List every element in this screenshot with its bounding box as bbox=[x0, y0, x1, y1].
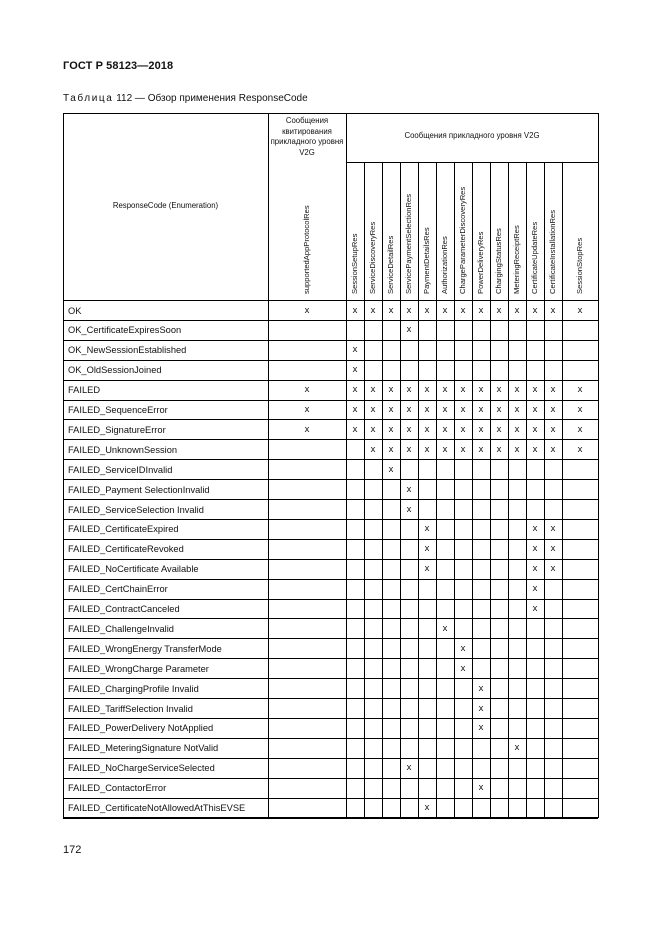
table-border-left bbox=[63, 113, 64, 817]
rc-column-header: ResponseCode (Enumeration) bbox=[112, 201, 219, 210]
applicability-mark: x bbox=[424, 802, 430, 813]
response-code-cell: FAILED_PowerDelivery NotApplied bbox=[68, 723, 214, 734]
applicability-mark: x bbox=[577, 304, 583, 316]
applicability-mark: x bbox=[406, 423, 412, 435]
applicability-mark: x bbox=[442, 423, 448, 435]
ack-messages-header: Сообщения квитирования прикладного уровня V2G bbox=[270, 116, 344, 157]
applicability-mark: x bbox=[514, 742, 520, 754]
applicability-mark: x bbox=[388, 443, 394, 455]
response-code-cell: FAILED_CertificateNotAllowedAtThisEVSE bbox=[68, 803, 246, 813]
response-code-cell: FAILED_SequenceError bbox=[68, 405, 168, 415]
applicability-mark: x bbox=[532, 583, 538, 595]
response-code-cell: FAILED_MeteringSignature NotValid bbox=[68, 743, 219, 754]
response-code-cell: FAILED_WrongCharge Parameter bbox=[68, 663, 209, 674]
applicability-mark: x bbox=[478, 404, 484, 415]
applicability-mark: x bbox=[550, 304, 556, 316]
applicability-mark: x bbox=[577, 423, 583, 435]
applicability-mark: x bbox=[532, 543, 538, 555]
applicability-mark: x bbox=[370, 404, 376, 415]
applicability-mark: x bbox=[532, 603, 538, 614]
page-header: ГОСТ Р 58123—2018 bbox=[63, 60, 174, 72]
applicability-mark: x bbox=[532, 523, 538, 535]
column-header-ChargingStatusRes: ChargingStatusRes bbox=[494, 228, 503, 294]
applicability-mark: x bbox=[577, 384, 583, 396]
applicability-mark: x bbox=[370, 384, 376, 396]
column-header-PowerDeliveryRes: PowerDeliveryRes bbox=[476, 231, 485, 294]
applicability-mark: x bbox=[424, 423, 430, 435]
applicability-mark: x bbox=[478, 423, 484, 435]
response-code-cell: OK bbox=[68, 305, 82, 316]
response-code-cell: FAILED_Payment SelectionInvalid bbox=[68, 484, 210, 495]
table-caption bbox=[63, 93, 308, 104]
applicability-mark: x bbox=[478, 782, 484, 794]
applicability-mark: x bbox=[550, 543, 556, 555]
applicability-mark: x bbox=[496, 423, 502, 435]
response-code-cell: FAILED_WrongEnergy TransferMode bbox=[68, 643, 222, 654]
applicability-mark: x bbox=[388, 384, 394, 396]
applicability-mark: x bbox=[352, 364, 358, 376]
response-code-cell: OK_CertificateExpiresSoon bbox=[68, 325, 182, 336]
applicability-mark: x bbox=[406, 324, 412, 336]
applicability-mark: x bbox=[550, 563, 556, 575]
applicability-mark: x bbox=[478, 722, 484, 734]
applicability-mark: x bbox=[388, 404, 394, 415]
response-code-cell: FAILED bbox=[68, 385, 101, 396]
applicability-mark: x bbox=[514, 404, 520, 415]
applicability-mark: x bbox=[304, 423, 310, 435]
column-header-AuthorizationRes: AuthorizationRes bbox=[440, 236, 449, 294]
page-number: 172 bbox=[63, 844, 82, 856]
applicability-mark: x bbox=[550, 384, 556, 396]
response-code-cell: OK_NewSessionEstablished bbox=[68, 345, 187, 356]
applicability-mark: x bbox=[352, 404, 358, 415]
applicability-mark: x bbox=[424, 404, 430, 415]
applicability-mark: x bbox=[424, 443, 430, 455]
response-code-cell: FAILED_TariffSelection Invalid bbox=[68, 703, 193, 714]
response-code-cell: FAILED_ChargingProfile Invalid bbox=[68, 683, 199, 694]
applicability-mark: x bbox=[496, 304, 502, 316]
applicability-mark: x bbox=[460, 443, 466, 455]
applicability-mark: x bbox=[352, 344, 358, 356]
column-divider bbox=[454, 162, 455, 817]
applicability-mark: x bbox=[424, 543, 430, 555]
applicability-mark: x bbox=[532, 384, 538, 396]
applicability-mark: x bbox=[550, 523, 556, 535]
response-code-cell: FAILED_ServiceIDInvalid bbox=[68, 464, 173, 475]
applicability-mark: x bbox=[406, 762, 412, 774]
applicability-mark: x bbox=[406, 304, 412, 316]
applicability-mark: x bbox=[304, 384, 310, 396]
column-divider bbox=[268, 113, 269, 817]
applicability-mark: x bbox=[442, 443, 448, 455]
column-header-MeteringReceiptRes: MeteringReceiptRes bbox=[512, 225, 521, 294]
applicability-mark: x bbox=[532, 404, 538, 415]
applicability-mark: x bbox=[304, 304, 310, 316]
response-code-cell: FAILED_ServiceSelection Invalid bbox=[68, 504, 204, 515]
column-header-ServiceDiscoveryRes: ServiceDiscoveryRes bbox=[368, 221, 377, 294]
applicability-mark: x bbox=[442, 404, 448, 415]
applicability-mark: x bbox=[478, 443, 484, 455]
column-divider bbox=[436, 162, 437, 817]
applicability-mark: x bbox=[352, 304, 358, 316]
applicability-mark: x bbox=[388, 463, 394, 475]
applicability-mark: x bbox=[550, 443, 556, 455]
applicability-mark: x bbox=[460, 304, 466, 316]
column-divider bbox=[364, 162, 365, 817]
applicability-mark: x bbox=[514, 304, 520, 316]
applicability-mark: x bbox=[442, 304, 448, 316]
response-code-cell: FAILED_CertChainError bbox=[68, 584, 168, 595]
applicability-mark: x bbox=[496, 384, 502, 396]
applicability-mark: x bbox=[370, 443, 376, 455]
applicability-mark: x bbox=[478, 304, 484, 316]
applicability-mark: x bbox=[406, 384, 412, 396]
column-divider bbox=[346, 113, 347, 817]
applicability-mark: x bbox=[424, 563, 430, 575]
applicability-mark: x bbox=[496, 404, 502, 415]
applicability-mark: x bbox=[406, 443, 412, 455]
applicability-mark: x bbox=[406, 404, 412, 415]
column-header-PaymentDetailsRes: PaymentDetailsRes bbox=[422, 227, 431, 294]
applicability-mark: x bbox=[478, 702, 484, 714]
response-code-cell: FAILED_UnknownSession bbox=[68, 444, 178, 455]
column-divider bbox=[382, 162, 383, 817]
applicability-mark: x bbox=[460, 404, 466, 415]
applicability-mark: x bbox=[442, 622, 448, 634]
applicability-mark: x bbox=[352, 423, 358, 435]
column-divider bbox=[562, 162, 563, 817]
applicability-mark: x bbox=[532, 563, 538, 575]
applicability-mark: x bbox=[424, 304, 430, 316]
column-header-ChargeParameterDiscoveryRes: ChargeParameterDiscoveryRes bbox=[458, 186, 467, 294]
applicability-mark: x bbox=[550, 404, 556, 415]
applicability-mark: x bbox=[478, 682, 484, 694]
applicability-mark: x bbox=[577, 404, 583, 415]
response-code-cell: FAILED_ContractCanceled bbox=[68, 604, 180, 614]
applicability-mark: x bbox=[478, 384, 484, 396]
applicability-mark: x bbox=[370, 423, 376, 435]
column-header-CertificateUpdateRes: CertificateUpdateRes bbox=[530, 221, 539, 294]
applicability-mark: x bbox=[514, 384, 520, 396]
applicability-mark: x bbox=[424, 384, 430, 396]
applicability-mark: x bbox=[550, 423, 556, 435]
applicability-mark: x bbox=[496, 443, 502, 455]
applicability-mark: x bbox=[460, 384, 466, 396]
applicability-mark: x bbox=[460, 662, 466, 674]
applicability-mark: x bbox=[460, 423, 466, 435]
table-border-right bbox=[598, 113, 599, 818]
applicability-mark: x bbox=[532, 443, 538, 455]
column-divider bbox=[544, 162, 545, 817]
response-code-cell: FAILED_ContactorError bbox=[68, 783, 167, 794]
app-messages-header: Сообщения прикладного уровня V2G bbox=[404, 131, 540, 140]
column-header-supportedAppProtocolRes: supportedAppProtocolRes bbox=[302, 205, 311, 294]
response-code-cell: OK_OldSessionJoined bbox=[68, 365, 162, 376]
applicability-mark: x bbox=[388, 423, 394, 435]
response-code-cell: FAILED_CertificateExpired bbox=[68, 524, 179, 535]
response-code-cell: FAILED_NoCertificate Available bbox=[68, 564, 199, 575]
response-code-cell: FAILED_SignatureError bbox=[68, 424, 166, 435]
applicability-mark: x bbox=[424, 523, 430, 535]
column-header-CertificateInstallationRes: CertificateInstallationRes bbox=[548, 210, 557, 294]
applicability-mark: x bbox=[406, 503, 412, 515]
caption-text: 112 — Обзор применения ResponseCode bbox=[113, 93, 308, 104]
response-code-cell: FAILED_NoChargeServiceSelected bbox=[68, 763, 215, 774]
column-header-ServicePaymentSelectionRes: ServicePaymentSelectionRes bbox=[404, 193, 413, 294]
table-border-top bbox=[63, 113, 598, 114]
applicability-mark: x bbox=[532, 304, 538, 316]
applicability-mark: x bbox=[577, 443, 583, 455]
column-divider bbox=[508, 162, 509, 817]
applicability-mark: x bbox=[460, 642, 466, 654]
applicability-mark: x bbox=[514, 443, 520, 455]
applicability-mark: x bbox=[352, 384, 358, 396]
column-header-SessionStopRes: SessionStopRes bbox=[575, 237, 584, 294]
column-header-SessionSetupRes: SessionSetupRes bbox=[350, 233, 359, 294]
applicability-mark: x bbox=[442, 384, 448, 396]
applicability-mark: x bbox=[514, 423, 520, 435]
applicability-mark: x bbox=[532, 423, 538, 435]
column-divider bbox=[526, 162, 527, 817]
column-header-ServiceDetailRes: ServiceDetailRes bbox=[386, 235, 395, 294]
response-code-cell: FAILED_CertificateRevoked bbox=[68, 544, 184, 555]
caption-word: Таблица bbox=[63, 93, 114, 104]
applicability-mark: x bbox=[388, 304, 394, 316]
response-code-cell: FAILED_ChallengeInvalid bbox=[68, 623, 174, 634]
applicability-mark: x bbox=[370, 304, 376, 316]
applicability-mark: x bbox=[304, 404, 310, 415]
applicability-mark: x bbox=[406, 483, 412, 495]
